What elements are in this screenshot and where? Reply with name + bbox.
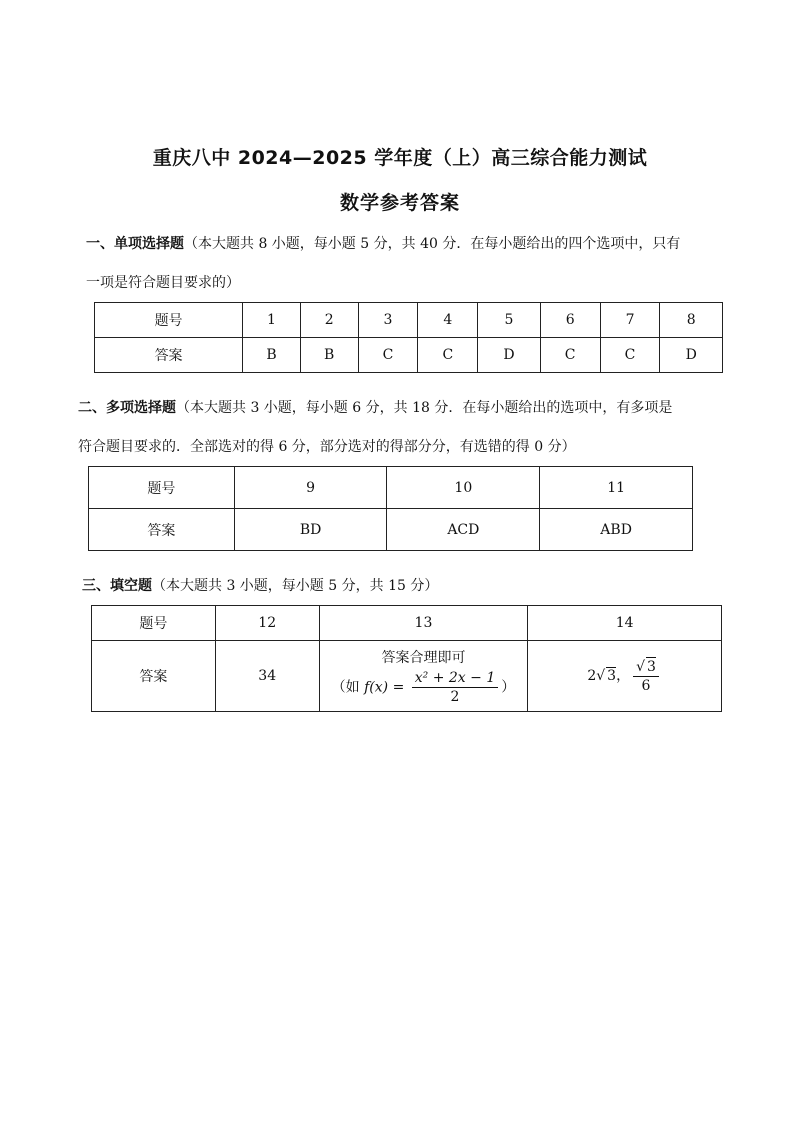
section3-desc: （本大题共 3 小题，每小题 5 分，共 15 分） bbox=[152, 578, 439, 594]
section3-intro bbox=[82, 576, 438, 596]
answer14-numerator bbox=[633, 657, 659, 677]
table-row-answers bbox=[92, 641, 722, 712]
row-label-answer: 答案 bbox=[95, 338, 243, 373]
answer-cell: C bbox=[358, 338, 418, 373]
answer13-fraction bbox=[412, 669, 498, 706]
answer13-prefix: （如 bbox=[331, 679, 365, 695]
answer13-numerator: x² + 2x − 1 bbox=[412, 669, 498, 688]
answer-cell: B bbox=[300, 338, 358, 373]
answer-cell-13 bbox=[319, 641, 528, 712]
answer-cell-14 bbox=[528, 641, 722, 712]
table-row-answers bbox=[95, 338, 723, 373]
question-number: 14 bbox=[528, 606, 722, 641]
answer-cell: ACD bbox=[387, 509, 540, 551]
answer-cell: D bbox=[478, 338, 540, 373]
row-label-answer: 答案 bbox=[89, 509, 235, 551]
section2-intro-line1 bbox=[78, 398, 672, 418]
question-number: 8 bbox=[660, 303, 723, 338]
row-label-question: 题号 bbox=[95, 303, 243, 338]
row-label-question: 题号 bbox=[89, 467, 235, 509]
question-number: 3 bbox=[358, 303, 418, 338]
question-number: 4 bbox=[418, 303, 478, 338]
answer-cell: C bbox=[418, 338, 478, 373]
section3-answer-table bbox=[91, 605, 722, 712]
row-label-answer: 答案 bbox=[92, 641, 216, 712]
answer13-formula bbox=[320, 669, 528, 706]
answer-cell: C bbox=[540, 338, 600, 373]
answer14-frac-radicand: 3 bbox=[647, 659, 656, 675]
answer13-denominator: 2 bbox=[450, 688, 460, 705]
question-number: 7 bbox=[600, 303, 660, 338]
answer-cell: D bbox=[660, 338, 723, 373]
question-number: 12 bbox=[215, 606, 319, 641]
row-label-question: 题号 bbox=[92, 606, 216, 641]
table-row-questions bbox=[95, 303, 723, 338]
section2-heading: 二、多项选择题 bbox=[78, 400, 176, 416]
question-number: 11 bbox=[540, 467, 693, 509]
answer-cell: C bbox=[600, 338, 660, 373]
page-title: 重庆八中 2024—2025 学年度（上）高三综合能力测试 bbox=[152, 147, 648, 169]
table-row-answers bbox=[89, 509, 693, 551]
page-subtitle: 数学参考答案 bbox=[339, 192, 460, 214]
question-number: 1 bbox=[243, 303, 301, 338]
table-row-questions bbox=[89, 467, 693, 509]
question-number: 10 bbox=[387, 467, 540, 509]
answer13-eq: = bbox=[388, 679, 409, 695]
section1-intro-line1 bbox=[86, 234, 680, 254]
table-row-questions bbox=[92, 606, 722, 641]
section2-answer-table bbox=[88, 466, 693, 551]
answer14-denominator: 6 bbox=[641, 678, 651, 694]
answer14-coef: 2 bbox=[587, 668, 597, 684]
answer-cell: BD bbox=[234, 509, 387, 551]
answer14-radicand: 3 bbox=[607, 668, 617, 684]
answer-cell: ABD bbox=[540, 509, 693, 551]
question-number: 13 bbox=[319, 606, 528, 641]
section2-desc-line2: 符合题目要求的．全部选对的得 6 分，部分选对的得部分分，有选错的得 0 分） bbox=[78, 439, 576, 455]
answer13-note: 答案合理即可 bbox=[381, 649, 466, 666]
question-number: 6 bbox=[540, 303, 600, 338]
question-number: 2 bbox=[300, 303, 358, 338]
section1-desc-line1: （本大题共 8 小题，每小题 5 分，共 40 分．在每小题给出的四个选项中，只有 bbox=[184, 236, 681, 252]
section2-desc-line1: （本大题共 3 小题，每小题 6 分，共 18 分．在每小题给出的选项中，有多项是 bbox=[176, 400, 673, 416]
section1-heading: 一、单项选择题 bbox=[86, 236, 184, 252]
answer14-fraction bbox=[633, 657, 659, 695]
answer-cell-12: 34 bbox=[215, 641, 319, 712]
answer-cell: B bbox=[243, 338, 301, 373]
section1-answer-table bbox=[94, 302, 723, 373]
question-number: 5 bbox=[478, 303, 540, 338]
answer13-suffix: ） bbox=[501, 679, 516, 695]
question-number: 9 bbox=[234, 467, 387, 509]
sqrt-icon: √ bbox=[596, 668, 606, 684]
section1-desc-line2: 一项是符合题目要求的） bbox=[86, 275, 240, 291]
answer13-lhs: f(x) bbox=[364, 679, 389, 695]
sqrt-icon: √ bbox=[636, 659, 646, 675]
section3-heading: 三、填空题 bbox=[82, 578, 152, 594]
answer14-separator: ， bbox=[616, 668, 631, 684]
